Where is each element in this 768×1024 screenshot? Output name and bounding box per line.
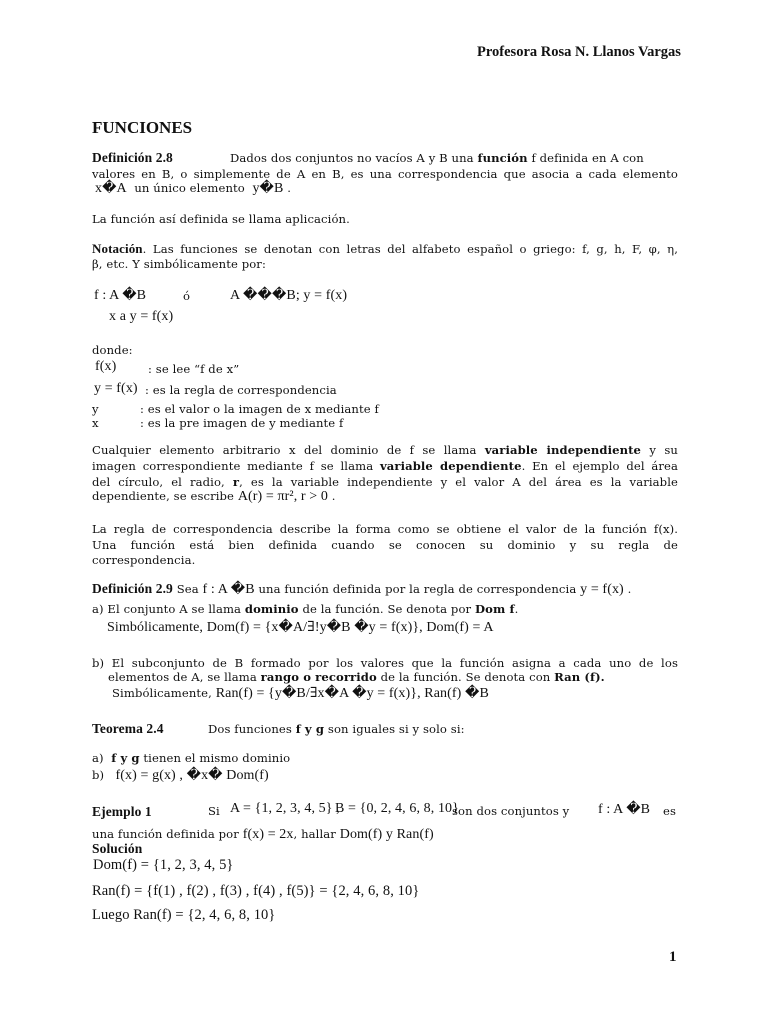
solution-line: Dom(f) = {1, 2, 3, 4, 5} xyxy=(93,857,234,873)
theorem-item-b: b) f(x) = g(x) , �x� Dom(f) xyxy=(92,768,269,783)
paragraph-line: La regla de correspondencia describe la forma como se obtiene el valor de la función f(x). xyxy=(92,522,678,536)
definition-label: Definición 2.8 xyxy=(92,150,173,165)
range-text: elementos de A, se llama rango o recorrido de la función. Se denota con Ran (f). xyxy=(108,670,605,684)
paragraph-line: del círculo, el radio, r, es la variable independiente y el valor A del área es la variable xyxy=(92,475,678,489)
theorem-item-a: a) f y g tienen el mismo dominio xyxy=(92,751,291,765)
where-desc: : es el valor o la imagen de x mediante f xyxy=(140,402,379,416)
paragraph-line: Cualquier elemento arbitrario x del dominio de f se llama variable independiente y su xyxy=(92,443,678,457)
notation-formula: A ���B; y = f(x) xyxy=(230,288,348,303)
example-set-a: A = {1, 2, 3, 4, 5} , xyxy=(230,801,340,816)
range-symbolic: Simbólicamente, Ran(f) = {y�B/∃x�A �y = f(x)}, Ran(f) �B xyxy=(112,686,489,701)
notation-text: β, etc. Y simbólicamente por: xyxy=(92,257,266,271)
example-text: Si xyxy=(208,804,220,818)
where-term: y xyxy=(92,402,99,416)
where-desc: : es la pre imagen de y mediante f xyxy=(140,416,344,430)
where-label: donde: xyxy=(92,343,133,357)
page-header-author: Profesora Rosa N. Llanos Vargas xyxy=(477,44,681,60)
page-number: 1 xyxy=(669,949,677,965)
where-term: f(x) xyxy=(95,359,117,374)
definition-text: Definición 2.9 Sea f : A �B una función definida por la regla de correspondencia y = f(x) . xyxy=(92,581,632,597)
domain-definition: a) El conjunto A se llama dominio de la función. Se denota por Dom f. xyxy=(92,602,519,616)
notation-text: Notación. Las funciones se denotan con letras del alfabeto español o griego: f, g, h, F, φ, η, xyxy=(92,241,678,256)
notation-formula: x a y = f(x) xyxy=(109,309,174,324)
example-label: Ejemplo 1 xyxy=(92,804,152,819)
range-text: b) El subconjunto de B formado por los valores que la función asigna a cada uno de los xyxy=(92,656,678,670)
solution-line: Ran(f) = {f(1) , f(2) , f(3) , f(4) , f(5)} = {2, 4, 6, 8, 10} xyxy=(92,883,420,899)
domain-symbolic: Simbólicamente, Dom(f) = {x�A/∃!y�B �y = f(x)}, Dom(f) = A xyxy=(107,620,494,635)
page-title: FUNCIONES xyxy=(92,118,193,137)
paragraph-line: Una función está bien definida cuando se conocen su dominio y su regla de xyxy=(92,538,678,552)
definition-text: Dados dos conjuntos no vacíos A y B una función f definida en A con xyxy=(230,151,644,165)
where-desc: : se lee “f de x” xyxy=(148,362,240,376)
paragraph-line: imagen correspondiente mediante f se llama variable dependiente. En el ejemplo del área xyxy=(92,459,678,473)
paragraph-line: correspondencia. xyxy=(92,553,196,567)
example-text: es xyxy=(663,804,677,818)
definition-text: valores en B, o simplemente de A en B, es una correspondencia que asocia a cada elemento xyxy=(92,167,678,181)
where-term: y = f(x) xyxy=(94,381,138,396)
paragraph-aplicacion: La función así definida se llama aplicación. xyxy=(92,212,350,226)
where-term: x xyxy=(92,416,99,430)
definition-text: x�A un único elemento y�B . xyxy=(95,181,292,196)
example-map: f : A �B xyxy=(598,802,651,817)
where-desc: : es la regla de correspondencia xyxy=(145,383,337,397)
example-set-b: B = {0, 2, 4, 6, 8, 10} xyxy=(335,801,459,816)
paragraph-line: dependiente, se escribe A(r) = πr², r > 0 . xyxy=(92,489,336,504)
example-text: son dos conjuntos y xyxy=(452,804,570,818)
theorem-label: Teorema 2.4 xyxy=(92,721,164,736)
solution-label: Solución xyxy=(92,841,143,856)
solution-line: Luego Ran(f) = {2, 4, 6, 8, 10} xyxy=(92,907,276,923)
notation-formula: f : A �B xyxy=(94,288,147,303)
notation-or: ó xyxy=(183,289,191,303)
example-text: una función definida por f(x) = 2x, hallar Dom(f) y Ran(f) xyxy=(92,827,434,842)
theorem-text: Dos funciones f y g son iguales si y solo si: xyxy=(208,722,465,736)
